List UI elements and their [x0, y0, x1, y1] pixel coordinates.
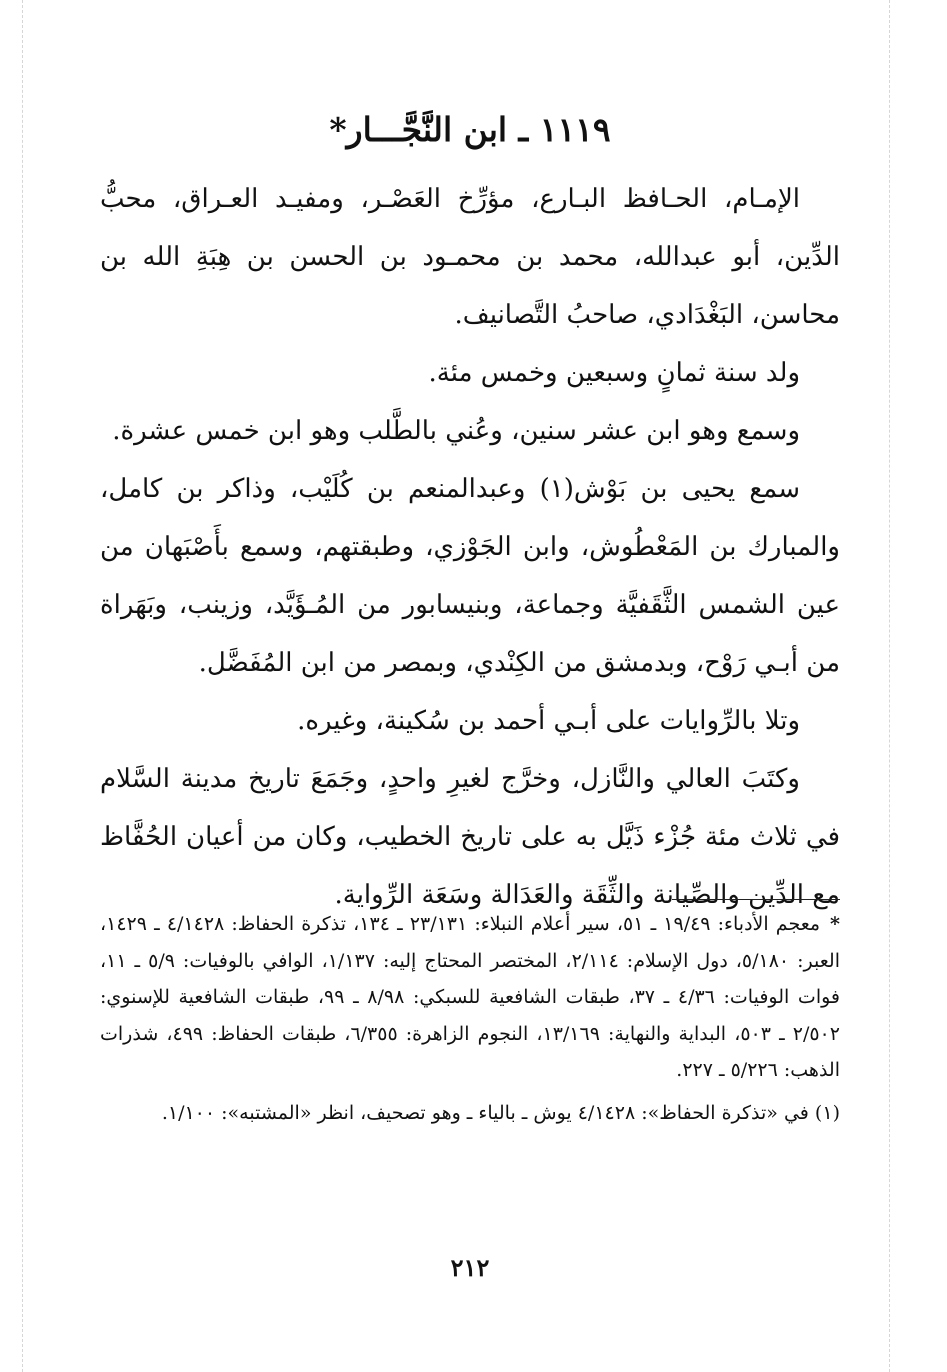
entry-title: ١١١٩ ـ ابن النَّجَّـــار* [329, 110, 611, 149]
footnote-sources [100, 906, 840, 1089]
footnote-sources-text: معجم الأدباء: ١٩/٤٩ ـ ٥١، سير أعلام النبلاء: ٢٣/١٣١ ـ ١٣٤، تذكرة الحفاظ: ٤/١٤٢٨ ـ ١٤٢٩، العبر: ٥/١٨٠، دول الإسلام: ٢/١١٤، المختصر المحتاج إليه: ١/١٣٧، الوافي بالوفيات: ٥/٩ ـ ١١، فوات الوفيات: ٤/٣٦ ـ ٣٧، طبقات الشافعية للسبكي: ٨/٩٨ ـ ٩٩، طبقات الشافعية للإسنوي: ٢/٥٠٢ ـ ٥٠٣، البداية والنهاية: ١٣/١٦٩، النجوم الزاهرة: ٦/٣٥٥، طبقات الحفاظ: ٤٩٩، شذرات الذهب: ٥/٢٢٦ ـ ٢٢٧. [100, 913, 840, 1081]
footnotes [100, 906, 840, 1131]
scan-guide-line-right [889, 0, 890, 1372]
entry-body [100, 170, 840, 924]
footnote-asterisk: * [830, 913, 840, 935]
paragraph-recitations: وتلا بالرِّوايات على أبـي أحمد بن سُكينة، وغيره. [297, 706, 800, 736]
paragraph-teachers: سمع يحيى بن بَوْش(١) وعبدالمنعم بن كُلَيْب، وذاكر بن كامل، والمبارك بن المَعْطُوش، وابن الجَوْزي، وطبقتهم، وسمع بأَصْبَهان من عين الشمس الثَّقَفيَّة وجماعة، وبنيسابور من المُـؤَيَّد، وزينب، وبَهَراة من أبـي رَوْح، وبدمشق من الكِنْدي، وبمصر من ابن المُفَضَّل. [100, 474, 840, 678]
footnote-divider [672, 899, 840, 900]
scan-guide-line-left [22, 0, 23, 1372]
paragraph-early-study: وسمع وهو ابن عشر سنين، وعُني بالطَّلب وهو ابن خمس عشرة. [112, 416, 800, 446]
page-number: ٢١٢ [450, 1253, 490, 1282]
footnote-1: (١) في «تذكرة الحفاظ»: ٤/١٤٢٨ يوش ـ بالياء ـ وهو تصحيف، انظر «المشتبه»: ١/١٠٠. [161, 1101, 840, 1124]
paragraph-lineage: الإمـام، الحـافظ البـارع، مؤرِّخ العَصْـر، ومفيـد العـراق، محبُّ الدِّين، أبو عبدالله، محمد بن محمـود بن الحسن بن هِبَةِ الله بن محاسن، البَغْدَادي، صاحبُ التَّصانيف. [100, 184, 840, 330]
paragraph-birth: ولد سنة ثمانٍ وسبعين وخمس مئة. [428, 358, 800, 388]
paragraph-works: وكتَبَ العالي والنَّازل، وخرَّج لغيرِ واحدٍ، وجَمَعَ تاريخ مدينة السَّلام في ثلاث مئة جُزْء ذَيَّل به على تاريخ الخطيب، وكان من أعيان الحُفَّاظ مع الدِّين والصِّيانة والثِّقَة والعَدَالة وسَعَة الرِّواية. [100, 764, 840, 910]
